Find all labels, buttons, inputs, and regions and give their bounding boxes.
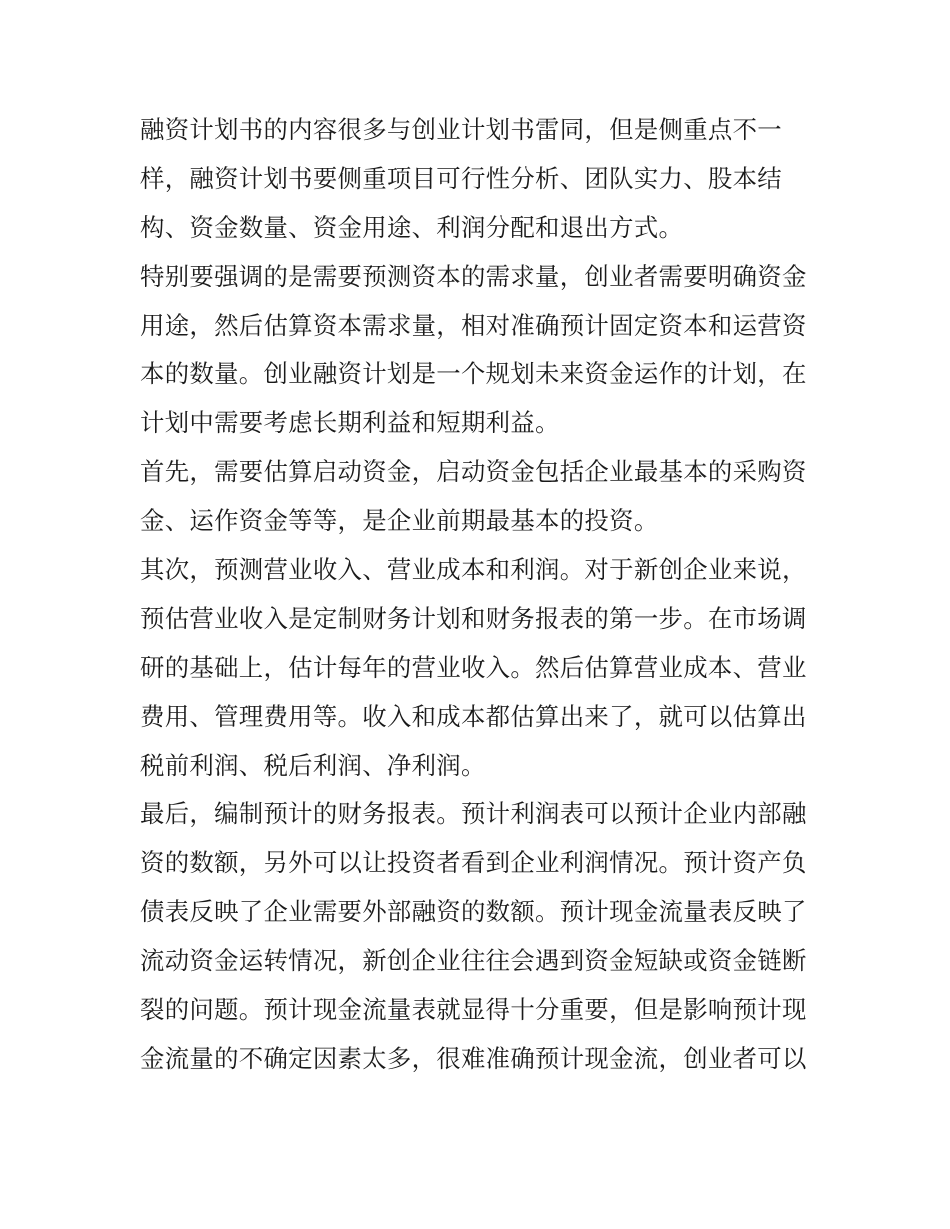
text-line: 特别要强调的是需要预测资本的需求量，创业者需要明确资金 xyxy=(140,261,807,291)
paragraph-3 xyxy=(140,448,820,546)
text-line: 预估营业收入是定制财务计划和财务报表的第一步。在市场调 xyxy=(140,603,807,633)
text-line: 本的数量。创业融资计划是一个规划未来资金运作的计划，在 xyxy=(140,359,807,389)
text-line: 样，融资计划书要侧重项目可行性分析、团队实力、股本结 xyxy=(140,163,782,193)
paragraph-1 xyxy=(140,106,820,253)
text-line: 其次，预测营业收入、营业成本和利润。对于新创企业来说， xyxy=(140,555,807,585)
text-line: 构、资金数量、资金用途、利润分配和退出方式。 xyxy=(140,212,684,242)
text-line: 费用、管理费用等。收入和成本都估算出来了，就可以估算出 xyxy=(140,701,807,731)
paragraph-5 xyxy=(140,790,820,1083)
document-body xyxy=(140,106,820,1084)
text-line: 资的数额，另外可以让投资者看到企业利润情况。预计资产负 xyxy=(140,848,807,878)
text-line: 裂的问题。预计现金流量表就显得十分重要，但是影响预计现 xyxy=(140,995,807,1025)
text-line: 计划中需要考虑长期利益和短期利益。 xyxy=(140,408,560,438)
paragraph-2 xyxy=(140,253,820,449)
text-line: 税前利润、税后利润、净利润。 xyxy=(140,750,486,780)
text-line: 流动资金运转情况，新创企业往往会遇到资金短缺或资金链断 xyxy=(140,946,807,976)
text-line: 金、运作资金等等，是企业前期最基本的投资。 xyxy=(140,506,659,536)
text-line: 债表反映了企业需要外部融资的数额。预计现金流量表反映了 xyxy=(140,897,807,927)
paragraph-4 xyxy=(140,546,820,790)
text-line: 最后，编制预计的财务报表。预计利润表可以预计企业内部融 xyxy=(140,799,807,829)
text-line: 用途，然后估算资本需求量，相对准确预计固定资本和运营资 xyxy=(140,310,807,340)
text-line: 研的基础上，估计每年的营业收入。然后估算营业成本、营业 xyxy=(140,652,807,682)
text-line: 金流量的不确定因素太多，很难准确预计现金流，创业者可以 xyxy=(140,1043,807,1073)
text-line: 融资计划书的内容很多与创业计划书雷同，但是侧重点不一 xyxy=(140,115,782,144)
text-line: 首先，需要估算启动资金，启动资金包括企业最基本的采购资 xyxy=(140,457,807,487)
